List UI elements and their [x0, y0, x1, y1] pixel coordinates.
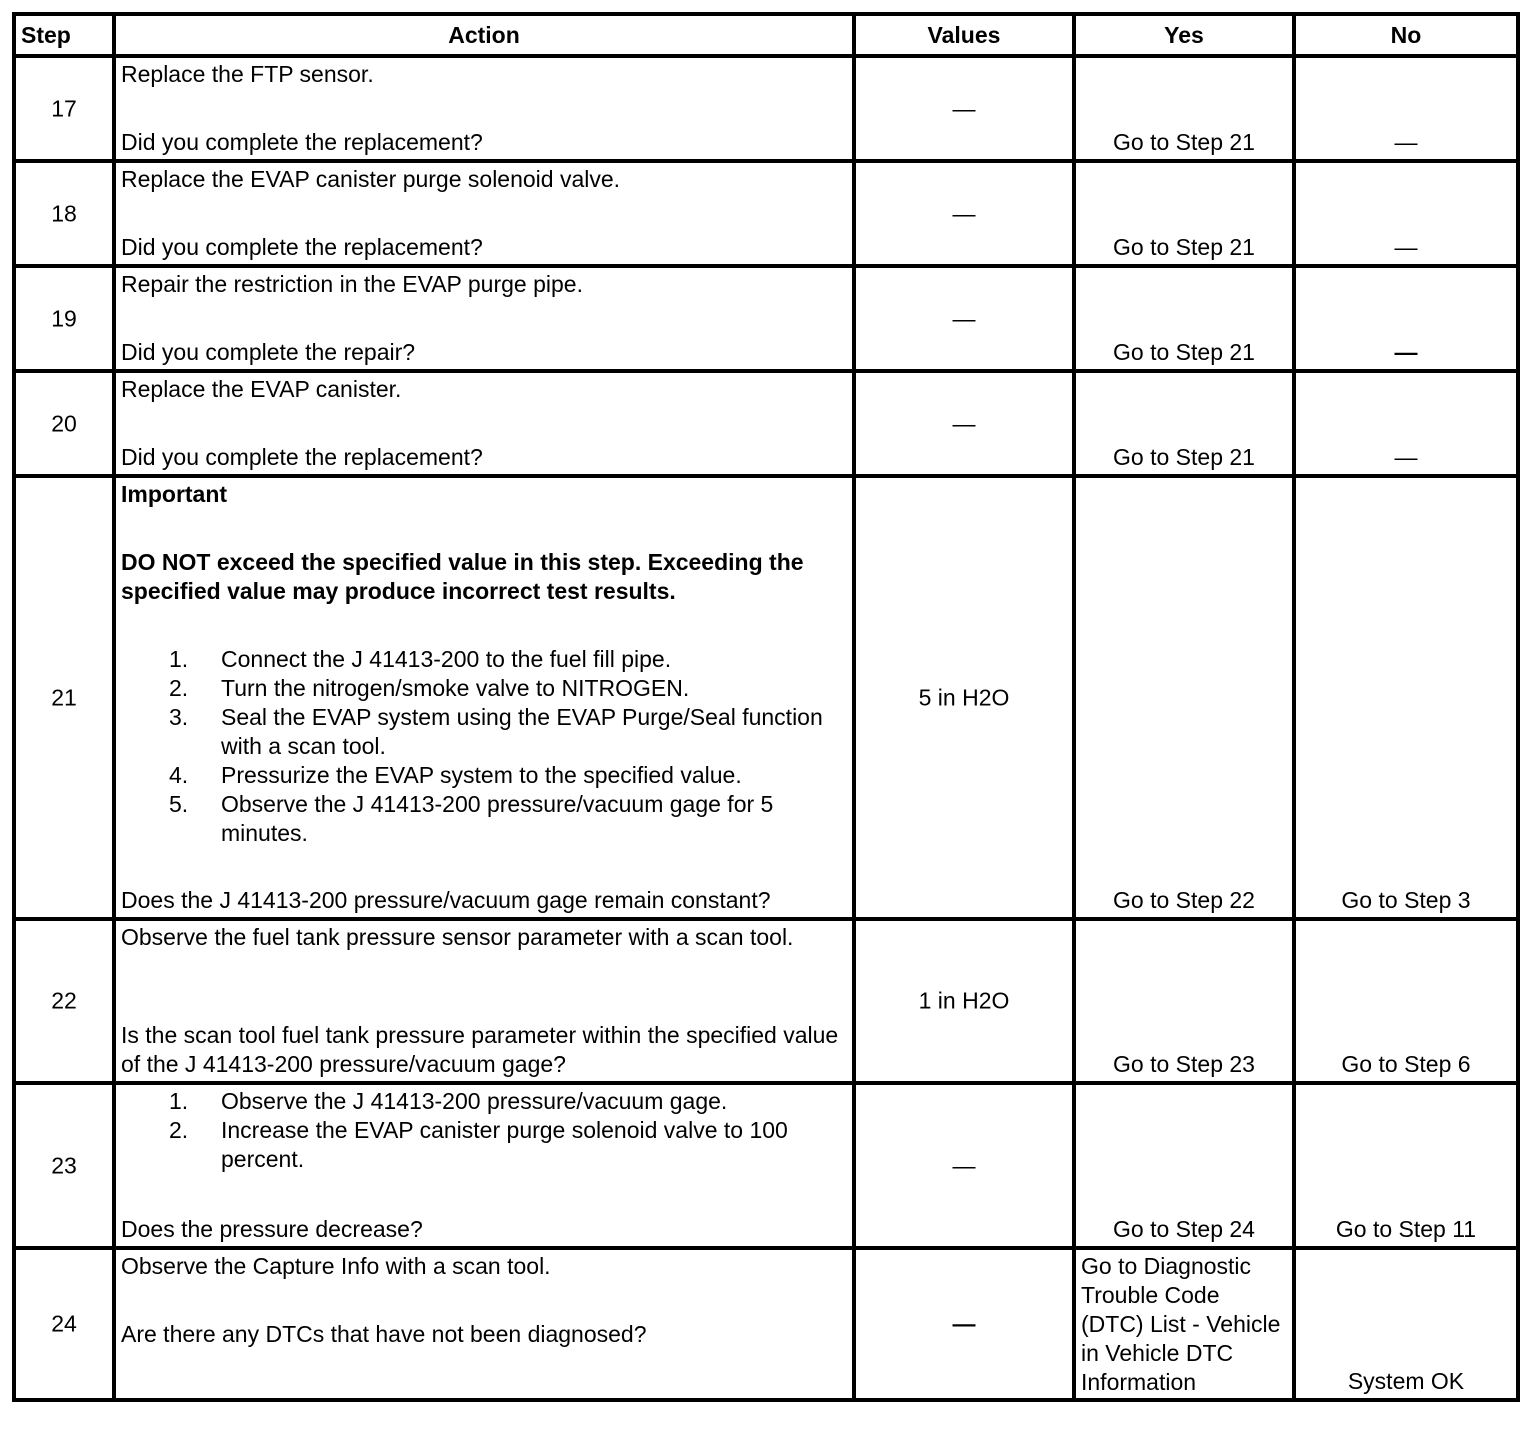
list-item: 2. Increase the EVAP canister purge solenoid valve to 100 percent. [169, 1117, 788, 1172]
step-number: 19 [51, 305, 77, 331]
table-row [14, 266, 1518, 371]
value-cell: — [952, 1152, 976, 1178]
step-number: 21 [51, 684, 77, 710]
action-question: Did you complete the repair? [121, 339, 416, 365]
important-label: Important [121, 481, 228, 507]
yes-link[interactable]: Go to Step 21 [1113, 339, 1255, 365]
yes-link[interactable]: Go to Step 21 [1113, 234, 1255, 260]
list-item: 3. Seal the EVAP system using the EVAP Purge/Seal function with a scan tool. [169, 704, 823, 759]
table-row [14, 371, 1518, 476]
no-result: System OK [1347, 1368, 1465, 1394]
yes-link[interactable]: Go to Step 22 [1113, 887, 1255, 913]
action-instruction: Replace the EVAP canister purge solenoid valve. [121, 166, 621, 192]
step-number: 24 [51, 1310, 77, 1337]
action-question: Does the J 41413-200 pressure/vacuum gage remain constant? [121, 887, 771, 913]
step-number: 18 [51, 200, 77, 226]
action-instruction: Observe the Capture Info with a scan tool. [121, 1253, 551, 1279]
value-cell: 5 in H2O [918, 684, 1010, 710]
action-instruction: Replace the EVAP canister. [121, 376, 402, 402]
no-link[interactable]: Go to Step 6 [1341, 1051, 1471, 1077]
header-row [14, 14, 1518, 56]
procedure-list [121, 645, 844, 848]
no-link[interactable]: Go to Step 3 [1341, 887, 1471, 913]
table-row [14, 476, 1518, 919]
step-number: 17 [51, 95, 77, 121]
list-item: 2. Turn the nitrogen/smoke valve to NITROGEN. [169, 675, 690, 701]
no-cell: — [1394, 444, 1418, 470]
step-number: 20 [51, 410, 77, 436]
action-instruction: Observe the fuel tank pressure sensor parameter with a scan tool. [121, 924, 794, 950]
value-cell: — [952, 95, 976, 121]
value-cell: — [952, 200, 976, 226]
yes-link[interactable]: Go to Step 24 [1113, 1216, 1255, 1242]
yes-link[interactable]: Go to Step 21 [1113, 129, 1255, 155]
action-instruction: Replace the FTP sensor. [121, 61, 374, 87]
list-item: 5. Observe the J 41413-200 pressure/vacuum gage for 5 minutes. [169, 791, 774, 846]
procedure-list [121, 1087, 844, 1174]
yes-link[interactable]: Go to Step 21 [1113, 444, 1255, 470]
important-warning: DO NOT exceed the specified value in this step. Exceeding the specified value may produce incorrect test results. [121, 549, 804, 604]
yes-link[interactable]: Go to Diagnostic Trouble Code (DTC) List - Vehicle in Vehicle DTC Information [1081, 1253, 1281, 1395]
action-question: Are there any DTCs that have not been diagnosed? [121, 1321, 647, 1347]
action-question: Is the scan tool fuel tank pressure parameter within the specified value of the J 41413-200 pressure/vacuum gage? [121, 1022, 839, 1077]
table-row [14, 1083, 1518, 1248]
header-no: No [1294, 14, 1518, 56]
table-row [14, 161, 1518, 266]
list-item: 1. Connect the J 41413-200 to the fuel fill pipe. [169, 646, 672, 672]
no-cell: — [1394, 234, 1418, 260]
action-question: Did you complete the replacement? [121, 234, 483, 260]
value-cell: — [952, 305, 976, 331]
no-cell: — [1394, 129, 1418, 155]
header-values: Values [854, 14, 1074, 56]
yes-link[interactable]: Go to Step 23 [1113, 1051, 1255, 1077]
diagnostic-table [12, 12, 1520, 1402]
action-instruction: Repair the restriction in the EVAP purge pipe. [121, 271, 583, 297]
header-yes: Yes [1074, 14, 1294, 56]
value-cell: — [952, 1310, 976, 1337]
value-cell: — [952, 410, 976, 436]
step-number: 22 [51, 987, 77, 1014]
no-cell: — [1394, 339, 1418, 365]
header-action: Action [114, 14, 854, 56]
list-item: 4. Pressurize the EVAP system to the specified value. [169, 762, 742, 788]
action-question: Did you complete the replacement? [121, 444, 483, 470]
table-row [14, 1248, 1518, 1400]
action-question: Does the pressure decrease? [121, 1216, 423, 1242]
no-link[interactable]: Go to Step 11 [1335, 1216, 1477, 1242]
action-question: Did you complete the replacement? [121, 129, 483, 155]
table-row [14, 56, 1518, 161]
value-cell: 1 in H2O [918, 987, 1010, 1014]
step-number: 23 [51, 1152, 77, 1178]
list-item: 1. Observe the J 41413-200 pressure/vacuum gage. [169, 1088, 728, 1114]
header-step: Step [14, 14, 114, 56]
table-row [14, 919, 1518, 1083]
